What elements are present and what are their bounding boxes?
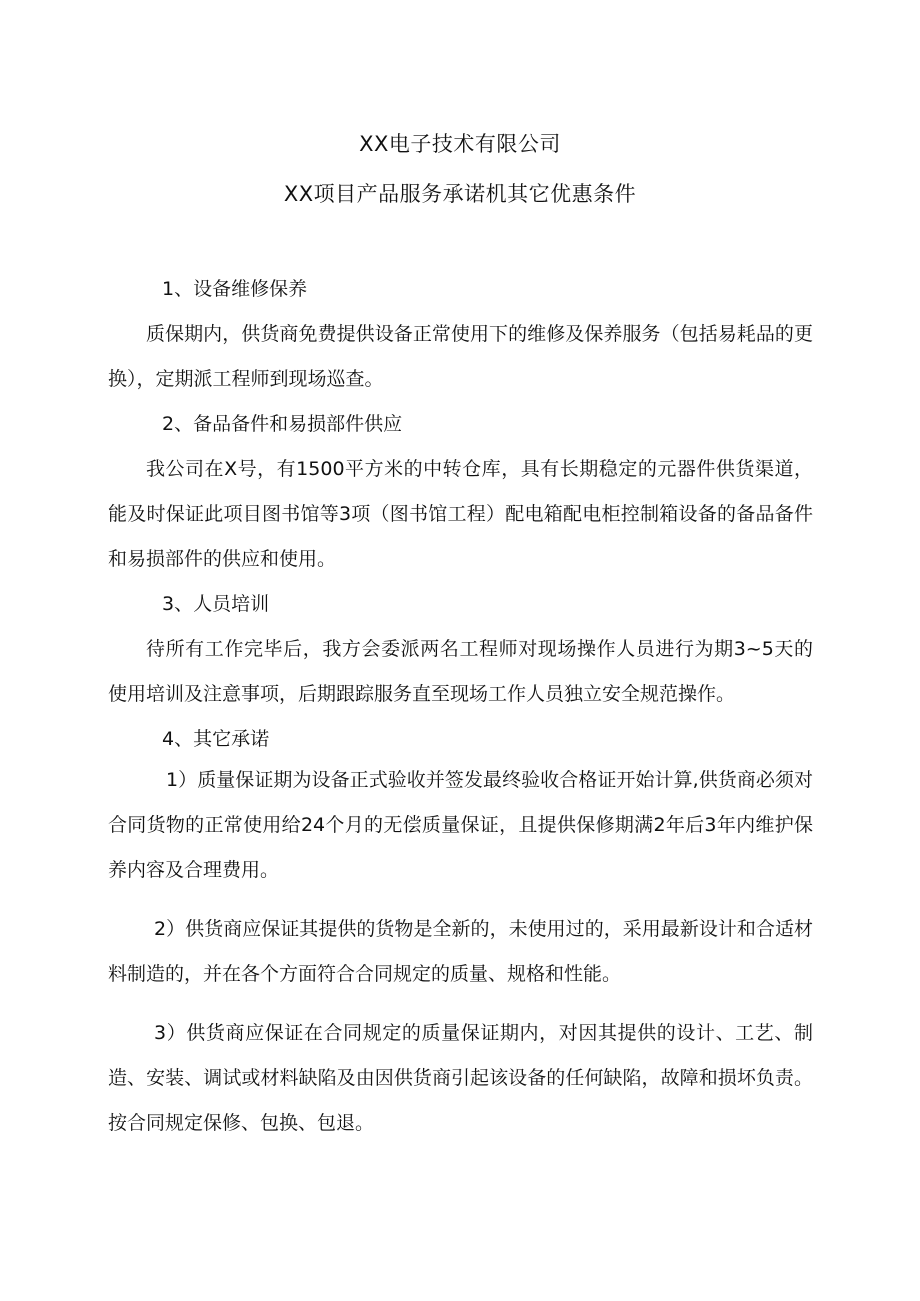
document-body [108,271,813,1146]
section-paragraph: 质保期内，供货商免费提供设备正常使用下的维修及保养服务（包括易耗品的更换），定期派工程师到现场巡查。 [108,323,813,390]
section-heading: 2、备品备件和易损部件供应 [162,413,403,435]
company-name: XX电子技术有限公司 [359,132,561,156]
section-paragraph: 待所有工作完毕后，我方会委派两名工程师对现场操作人员进行为期3~5天的使用培训及注意事项，后期跟踪服务直至现场工作人员独立安全规范操作。 [108,638,813,705]
commitment-item: 3）供货商应保证在合同规定的质量保证期内，对因其提供的设计、工艺、制造、安装、调试或材料缺陷及由因供货商引起该设备的任何缺陷，故障和损坏负责。按合同规定保修、包换、包退。 [108,1022,813,1134]
commitment-item: 1）质量保证期为设备正式验收并签发最终验收合格证开始计算,供货商必须对合同货物的正常使用给24个月的无偿质量保证，且提供保修期满2年后3年内维护保养内容及合理费用。 [108,769,813,881]
section-heading: 4、其它承诺 [162,728,270,750]
section-heading: 3、人员培训 [162,593,270,615]
section-paragraph: 我公司在X号，有1500平方米的中转仓库，具有长期稳定的元器件供货渠道，能及时保证此项目图书馆等3项（图书馆工程）配电箱配电柜控制箱设备的备品备件和易损部件的供应和使用。 [108,458,813,570]
document-title: XX项目产品服务承诺机其它优惠条件 [283,182,637,206]
section-heading: 1、设备维修保养 [162,278,308,300]
commitment-item: 2）供货商应保证其提供的货物是全新的，未使用过的，采用最新设计和合适材料制造的，并在各个方面符合合同规定的质量、规格和性能。 [108,918,813,985]
